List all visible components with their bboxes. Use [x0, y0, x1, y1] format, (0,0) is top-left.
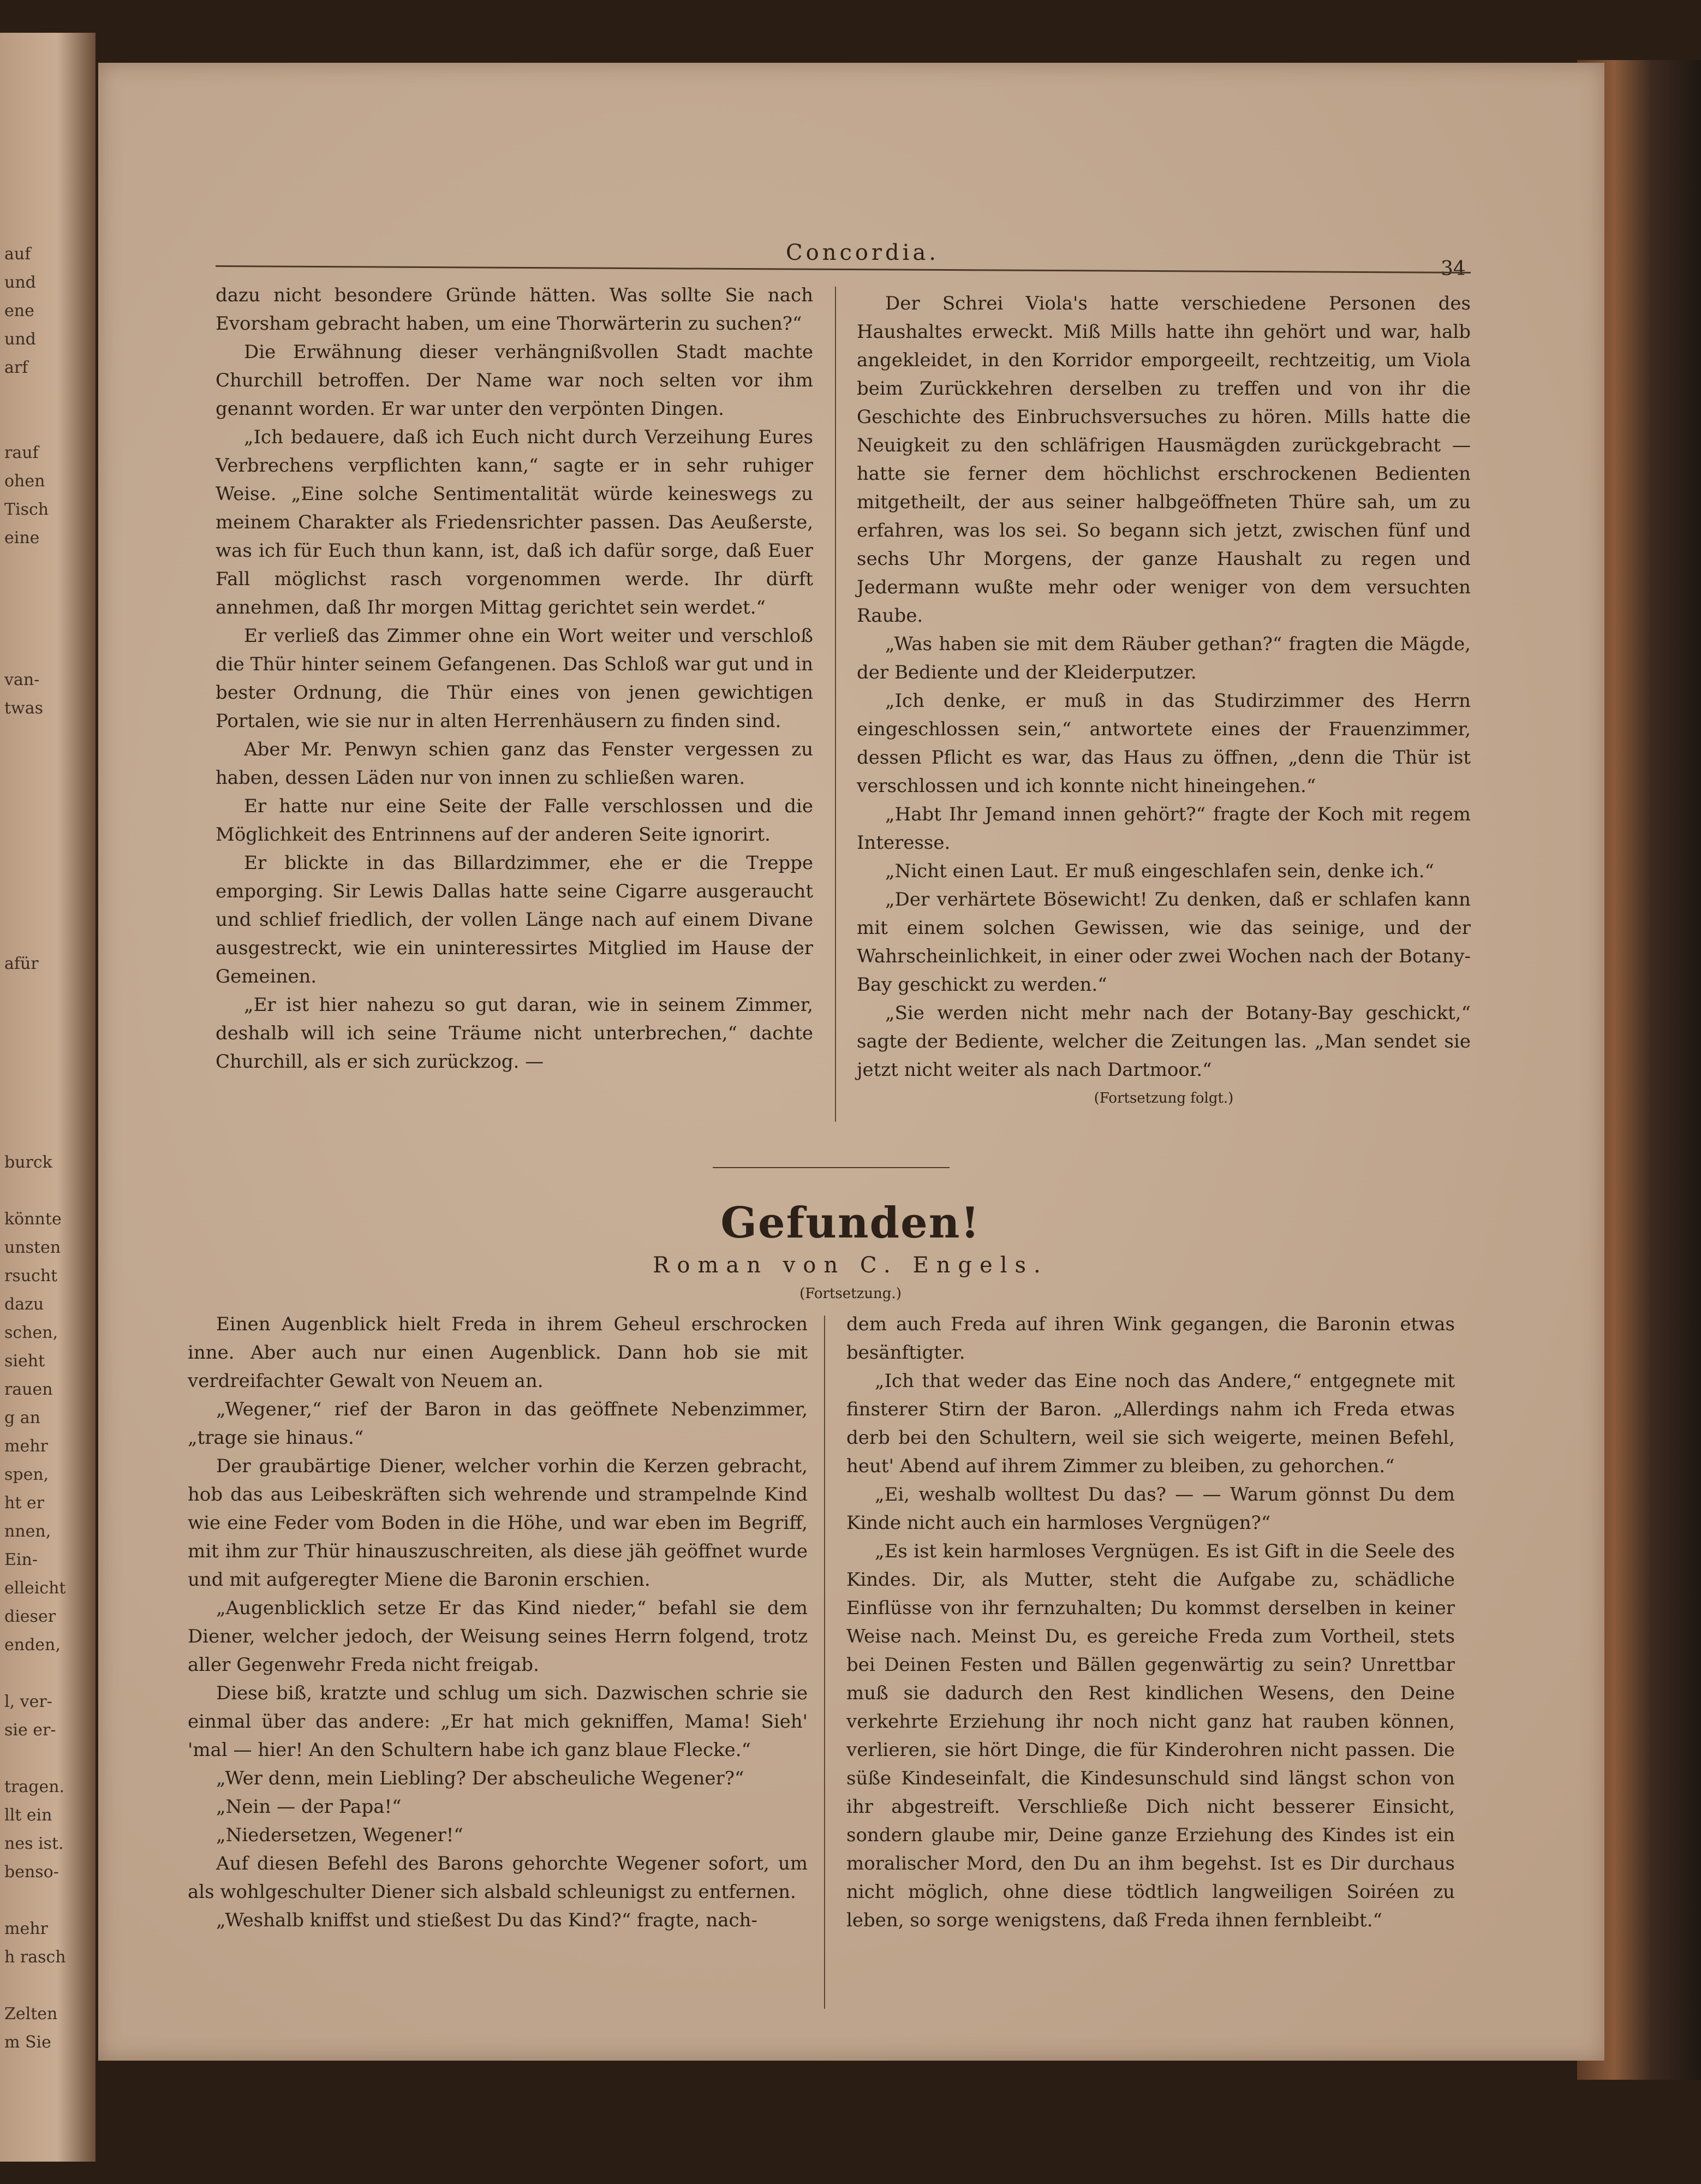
paragraph: „Es ist kein harmloses Vergnügen. Es ist Gift in die Seele des Kindes. Dir, als Mutter, steht die Aufgabe zu, schädliche Einflüsse von ihr fernzuhalten; Du kommst derselben in keiner Weise nach. Meinst Du, es gereiche Freda zum Vortheil, stets bei Deinen Festen und Bällen gegenwärtig zu sein? Unrettbar muß sie dadurch den Rest kindlichen Wesens, den Deine verkehrte Erziehung ihr noch nicht ganz hat rauben können, verlieren, sie hört Dinge, die für Kinderohren nicht passen. Die süße Kindeseinfalt, die Kindesunschuld sind längst schon von ihr abgestreift. Verschließe Dich nicht besserer Einsicht, sondern glaube mir, Deine ganze Erziehung des Kindes ist ein moralischer Mord, den Du an ihm begehst. Ist es Dir durchaus nicht möglich, ohne diese tödtlich langweiligen Soiréen zu leben, so sorge wenigstens, daß Freda ihnen fernbleibt.“ [846, 1540, 1455, 1931]
facing-page-word [4, 638, 92, 666]
facing-page-word: nes ist. [4, 1834, 64, 1853]
paragraph: Er hatte nur eine Seite der Falle verschlossen und die Möglichkeit des Entrinnens auf der anderen Seite ignorirt. [216, 795, 813, 846]
facing-page-word [4, 1972, 92, 2000]
facing-page-word [4, 978, 92, 1007]
paragraph: Er verließ das Zimmer ohne ein Wort weiter und verschloß die Thür hinter seinem Gefangenen. Das Schloß war gut und in bester Ordnung, die Thür eines von jenen gewichtigen Portalen, wie sie nur in alten Herrenhäusern zu finden sind. [216, 625, 813, 732]
facing-page-word: auf [4, 245, 31, 264]
paragraph: Auf diesen Befehl des Barons gehorchte Wegener sofort, um als wohlgeschulter Diener sich alsbald schleunigst zu entfernen. [188, 1853, 808, 1903]
bottom-article-column-1 [188, 1310, 808, 1935]
facing-page-word: llt ein [4, 1806, 52, 1825]
facing-page-word [4, 609, 92, 638]
facing-page-word: ht er [4, 1493, 45, 1513]
facing-page-word: Ein- [4, 1550, 38, 1569]
facing-page-word [4, 552, 92, 581]
facing-page-edge [0, 33, 96, 2162]
article-continuation-note: (Fortsetzung.) [799, 1286, 902, 1302]
facing-page-word: könnte [4, 1210, 62, 1229]
paragraph: „Ich that weder das Eine noch das Andere,“ entgegnete mit finsterer Stirn der Baron. „Allerdings nahm ich Freda etwas derb bei den Schultern, weil sie sich weigerte, meinen Befehl, heut' Abend auf ihrem Zimmer zu bleiben, zu gehorchen.“ [846, 1370, 1455, 1477]
paragraph: Die Erwähnung dieser verhängnißvollen Stadt machte Churchill betroffen. Der Name war noch selten vor ihm genannt worden. Er war unter den verpönten Dingen. [216, 341, 813, 420]
facing-page-word: sieht [4, 1352, 45, 1371]
facing-page-fragments [4, 240, 92, 2057]
column-rule [824, 1316, 825, 2009]
article-byline: Roman von C. Engels. [653, 1253, 1048, 1278]
paragraph: „Habt Ihr Jemand innen gehört?“ fragte der Koch mit regem Interesse. [857, 804, 1471, 854]
paragraph: Diese biß, kratzte und schlug um sich. Dazwischen schrie sie einmal über das andere: „Er hat mich gekniffen, Mama! Sieh' 'mal — hier! An den Schultern habe ich ganz blaue Flecke.“ [188, 1682, 808, 1761]
facing-page-word: eine [4, 528, 40, 548]
facing-page-word: elleicht [4, 1579, 66, 1598]
facing-page-word: rauen [4, 1380, 53, 1399]
facing-page-word [4, 836, 92, 865]
paragraph: „Wer denn, mein Liebling? Der abscheuliche Wegener?“ [216, 1768, 744, 1789]
paragraph: „Was haben sie mit dem Räuber gethan?“ fragten die Mägde, der Bediente und der Kleiderputzer. [857, 633, 1471, 683]
facing-page-word: tragen. [4, 1777, 65, 1796]
facing-page-word: und [4, 273, 36, 292]
paragraph: „Wegener,“ rief der Baron in das geöffnete Nebenzimmer, „trage sie hinaus.“ [188, 1399, 808, 1449]
paragraph: „Sie werden nicht mehr nach der Botany-Bay geschickt,“ sagte der Bediente, welcher die Zeitungen las. „Man sendet sie jetzt nicht weiter als nach Dartmoor.“ [857, 1002, 1471, 1081]
masthead-title: Concordia. [786, 240, 940, 265]
facing-page-word: nnen, [4, 1522, 51, 1541]
facing-page-word [4, 1092, 92, 1120]
continued-note: (Fortsetzung folgt.) [1094, 1090, 1234, 1106]
facing-page-word: spen, [4, 1465, 49, 1484]
facing-page-word [4, 1120, 92, 1148]
facing-page-word: ene [4, 301, 34, 320]
facing-page-word: m Sie [4, 2033, 51, 2052]
facing-page-word: arf [4, 358, 28, 377]
facing-page-word: van- [4, 670, 40, 689]
facing-page-word: h rasch [4, 1948, 66, 1967]
facing-page-word: afür [4, 954, 39, 973]
paragraph: „Ich denke, er muß in das Studirzimmer des Herrn eingeschlossen sein,“ antwortete eines der Frauenzimmer, dessen Pflicht es war, das Haus zu öffnen, „denn die Thür ist verschlossen und ich konnte nicht hineingehen.“ [857, 690, 1471, 797]
facing-page-word: mehr [4, 1919, 48, 1938]
paragraph: „Er ist hier nahezu so gut daran, wie in seinem Zimmer, deshalb will ich seine Träume nicht unterbrechen,“ dachte Churchill, als er sich zurückzog. — [216, 994, 813, 1073]
column-rule [835, 287, 836, 1122]
facing-page-word: mehr [4, 1437, 48, 1456]
facing-page-word [4, 1063, 92, 1092]
paragraph: „Ich bedauere, daß ich Euch nicht durch Verzeihung Eures Verbrechens verpflichten kann,“ sagte er in sehr ruhiger Weise. „Eine solche Sentimentalität würde keineswegs zu meinem Charakter als Friedensrichter passen. Das Aeußerste, was ich für Euch thun kann, ist, daß ich dafür sorge, daß Euer Fall möglichst rasch vorgenommen werde. Ihr dürft annehmen, daß Ihr morgen Mittag gerichtet sein werdet.“ [216, 426, 813, 618]
facing-page-word: unsten [4, 1238, 61, 1257]
facing-page-word: dieser [4, 1607, 56, 1626]
article-divider [713, 1167, 950, 1168]
facing-page-word [4, 779, 92, 808]
paragraph: dazu nicht besondere Gründe hätten. Was sollte Sie nach Evorsham gebracht haben, um eine Thorwärterin zu suchen?“ [216, 284, 813, 335]
facing-page-word [4, 410, 92, 439]
facing-page-word: g an [4, 1408, 40, 1427]
facing-page-word [4, 382, 92, 410]
paragraph: Der graubärtige Diener, welcher vorhin die Kerzen gebracht, hob das aus Leibeskräften sich wehrende und strampelnde Kind wie eine Feder vom Boden in die Höhe, und war eben im Begriff, mit ihm zur Thür hinauszuschreiten, als diese jäh geöffnet wurde und mit aufgeregter Miene die Baronin erschien. [188, 1455, 808, 1591]
facing-page-word [4, 1035, 92, 1063]
facing-page-word: l, ver- [4, 1692, 52, 1711]
facing-page-word [4, 921, 92, 950]
article-title: Gefunden! [720, 1198, 981, 1248]
paragraph: Er blickte in das Billardzimmer, ehe er die Treppe emporging. Sir Lewis Dallas hatte seine Cigarre ausgeraucht und schlief friedlich, der vollen Länge nach auf einem Divane ausgestreckt, wie ein uninteressirtes Mitglied im Hause der Gemeinen. [216, 852, 813, 987]
facing-page-word: enden, [4, 1635, 61, 1655]
facing-page-word [4, 1745, 92, 1773]
top-article-column-2 [857, 289, 1471, 1112]
page-number: 34 [1441, 258, 1466, 280]
facing-page-word [4, 808, 92, 836]
facing-page-word: burck [4, 1153, 52, 1172]
facing-page-word [4, 751, 92, 779]
paragraph: „Nicht einen Laut. Er muß eingeschlafen sein, denke ich.“ [885, 860, 1434, 882]
facing-page-word: ohen [4, 472, 45, 491]
facing-page-word [4, 1007, 92, 1035]
facing-page-word: rsucht [4, 1266, 58, 1286]
facing-page-word: und [4, 330, 36, 349]
facing-page-word [4, 1887, 92, 1915]
paragraph: Aber Mr. Penwyn schien ganz das Fenster vergessen zu haben, dessen Läden nur von innen zu schließen waren. [216, 739, 813, 789]
bottom-article-column-2 [846, 1310, 1455, 1935]
facing-page-word: Tisch [4, 500, 49, 519]
facing-page-word: benso- [4, 1862, 59, 1882]
facing-page-word: dazu [4, 1295, 44, 1314]
paragraph: Der Schrei Viola's hatte verschiedene Personen des Haushaltes erweckt. Miß Mills hatte ihn gehört und war, halb angekleidet, in den Korridor emporgeeilt, rechtzeitig, um Viola beim Zurückkehren derselben zu treffen und von ihr die Geschichte des Einbruchsversuches zu hören. Mills hatte die Neuigkeit zu den schläfrigen Hausmägden zurückgebracht — hatte sie ferner dem höchlichst erschrockenen Bedienten mitgetheilt, der aus seiner halbgeöffneten Thüre sah, um zu erfahren, was los sei. So begann sich jetzt, zwischen fünf und sechs Uhr Morgens, der ganze Haushalt zu regen und Jedermann wußte mehr oder weniger von dem versuchten Raube. [857, 293, 1471, 627]
top-article-column-1 [216, 281, 813, 1076]
facing-page-word: rauf [4, 443, 39, 462]
facing-page-word: schen, [4, 1323, 58, 1342]
facing-page-word: twas [4, 699, 44, 718]
paragraph: „Augenblicklich setze Er das Kind nieder,“ befahl sie dem Diener, welcher jedoch, der Weisung seines Herrn folgend, trotz aller Gegenwehr Freda nicht freigab. [188, 1597, 808, 1676]
paragraph: „Weshalb kniffst und stießest Du das Kind?“ fragte, nach- [216, 1909, 757, 1931]
facing-page-word: sie er- [4, 1721, 56, 1740]
paragraph: „Nein — der Papa!“ [216, 1796, 402, 1818]
paragraph: dem auch Freda auf ihren Wink gegangen, die Baronin etwas besänftigter. [846, 1313, 1455, 1364]
facing-page-word [4, 893, 92, 921]
paragraph: „Ei, weshalb wolltest Du das? — — Warum gönnst Du dem Kinde nicht auch ein harmloses Vergnügen?“ [846, 1484, 1455, 1534]
facing-page-word [4, 1659, 92, 1688]
facing-page-word: Zelten [4, 2004, 58, 2024]
facing-page-word [4, 865, 92, 893]
facing-page-word [4, 723, 92, 751]
paragraph: „Der verhärtete Bösewicht! Zu denken, daß er schlafen kann mit einem solchen Gewissen, wie das seinige, und der Wahrscheinlichkeit, in einer oder zwei Wochen nach der Botany-Bay geschickt zu werden.“ [857, 889, 1471, 996]
paragraph: Einen Augenblick hielt Freda in ihrem Geheul erschrocken inne. Aber auch nur einen Augenblick. Dann hob sie mit verdreifachter Gewalt von Neuem an. [188, 1313, 808, 1392]
facing-page-word [4, 581, 92, 609]
paragraph: „Niedersetzen, Wegener!“ [216, 1824, 463, 1846]
